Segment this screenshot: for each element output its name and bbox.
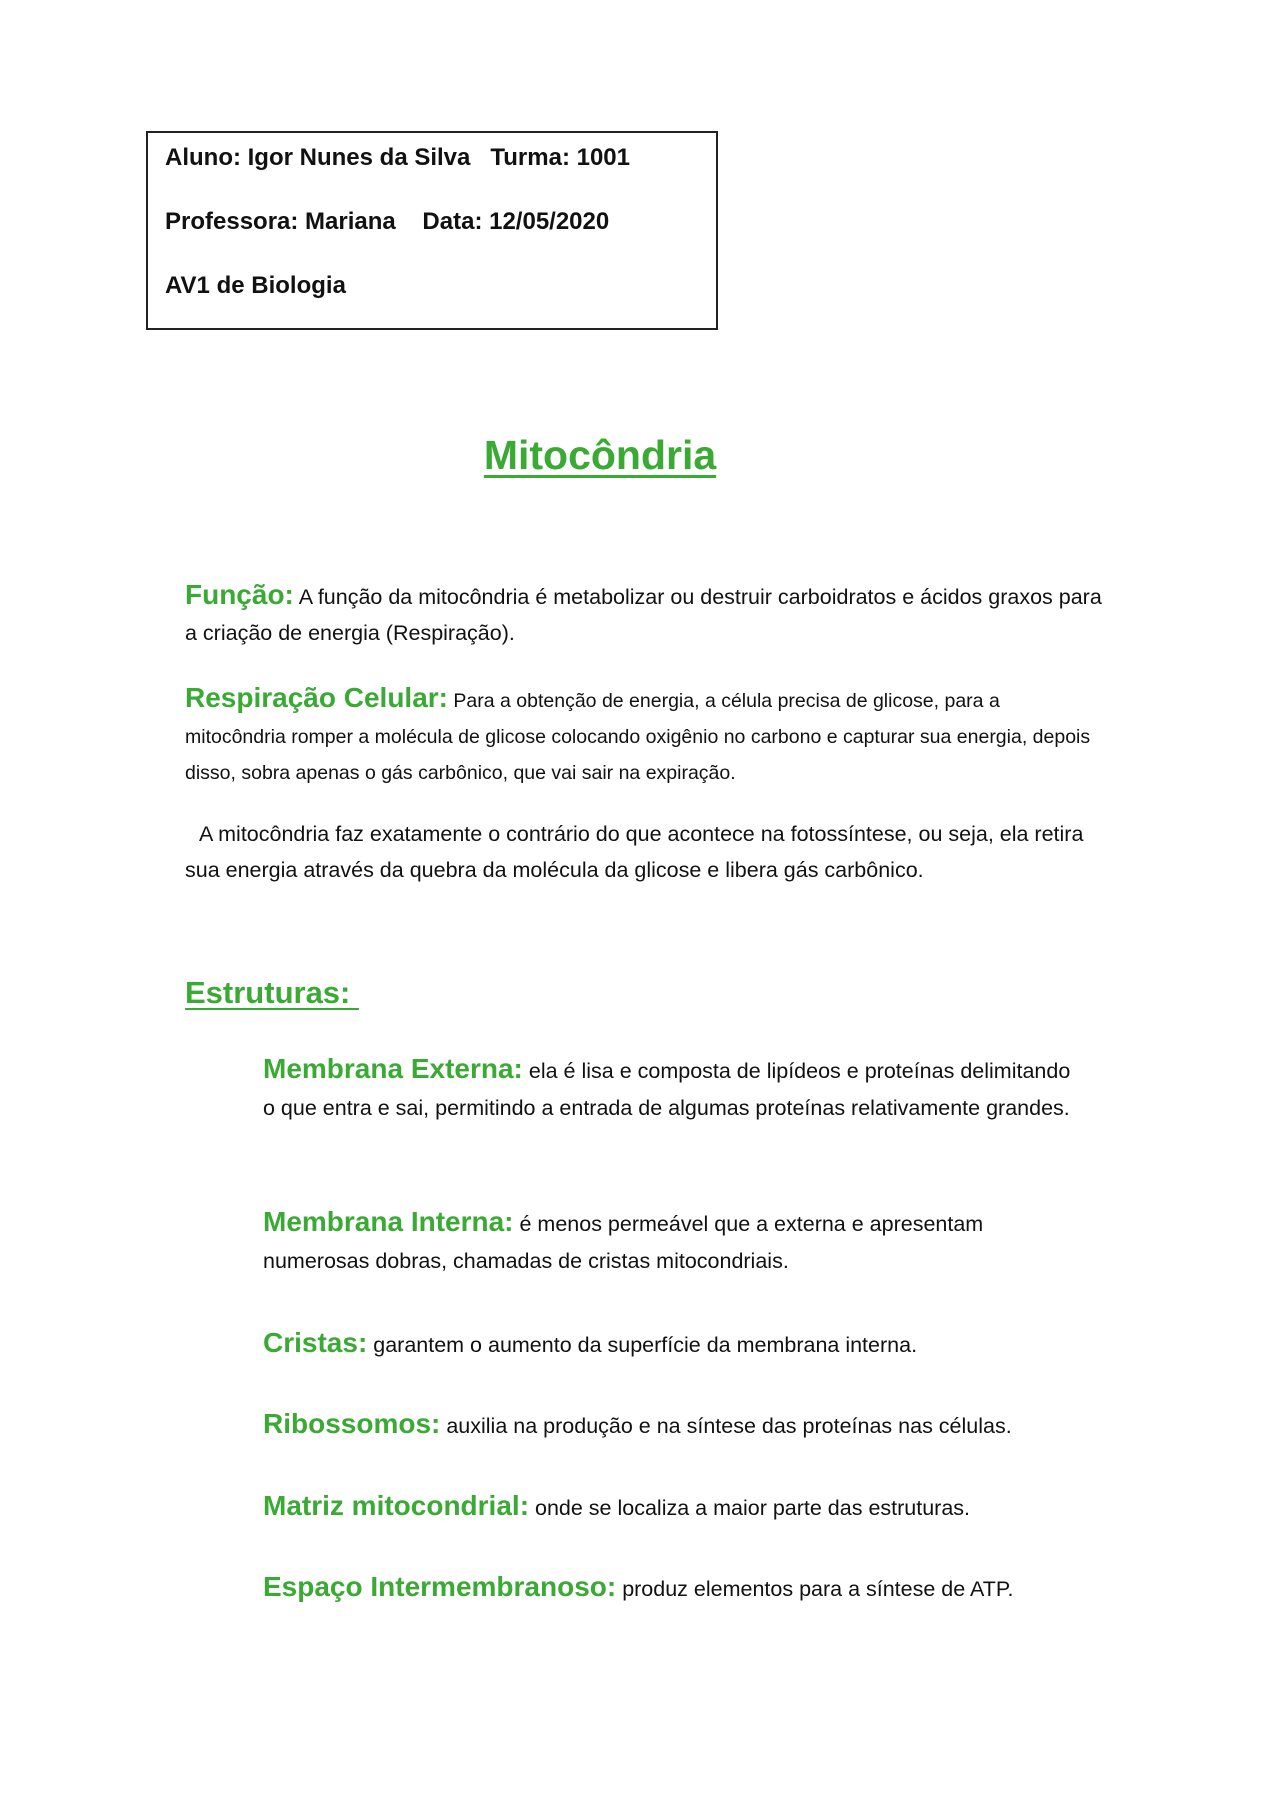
structure-name: Membrana Interna: [263, 1206, 514, 1237]
structure-text: auxilia na produção e na síntese das proteínas nas células. [446, 1414, 1012, 1438]
structure-item-espaco-intermembranoso [263, 1568, 1083, 1608]
document-title: Mitocôndria [483, 432, 717, 478]
structure-item-membrana-externa [263, 1050, 1083, 1127]
structure-item-cristas [263, 1324, 1083, 1364]
respiracao-paragraph [185, 680, 1105, 791]
structure-name: Ribossomos: [263, 1408, 441, 1439]
structure-text: é menos permeável que a externa e apresentam numerosas dobras, chamadas de cristas mitocondriais. [263, 1212, 984, 1273]
structure-item-ribossomos [263, 1405, 1083, 1445]
structure-name: Membrana Externa: [263, 1053, 523, 1084]
structure-text: garantem o aumento da superfície da membrana interna. [373, 1333, 918, 1357]
funcao-heading: Função: [185, 579, 294, 610]
teacher-date-line: Professora: Mariana Data: 12/05/2020 [165, 208, 610, 235]
respiracao-heading: Respiração Celular: [185, 682, 448, 713]
subject-line: AV1 de Biologia [165, 272, 346, 299]
header-box [146, 131, 718, 330]
student-class-line: Aluno: Igor Nunes da Silva Turma: 1001 [165, 144, 630, 171]
respiracao-text: Para a obtenção de energia, a célula precisa de glicose, para a mitocôndria romper a molécula de glicose colocando oxigênio no carbono e capturar sua energia, depois disso, sobra apenas o gás carbônico, que vai sair na expiração. [185, 690, 1091, 784]
structure-text: onde se localiza a maior parte das estruturas. [535, 1496, 971, 1520]
funcao-text: A função da mitocôndria é metabolizar ou destruir carboidratos e ácidos graxos para a criação de energia (Respiração). [185, 585, 1102, 645]
structure-item-matriz-mitocondrial [263, 1487, 1083, 1527]
structure-name: Matriz mitocondrial: [263, 1490, 530, 1521]
fotossintese-paragraph [185, 816, 1105, 888]
structure-text: produz elementos para a síntese de ATP. [622, 1577, 1014, 1601]
structure-name: Espaço Intermembranoso: [263, 1571, 617, 1602]
estruturas-heading: Estruturas: [185, 975, 359, 1010]
structure-item-membrana-interna [263, 1203, 1083, 1280]
fotossintese-text: A mitocôndria faz exatamente o contrário do que acontece na fotossíntese, ou seja, ela retira sua energia através da quebra da molécula da glicose e libera gás carbônico. [185, 822, 1084, 882]
structure-name: Cristas: [263, 1327, 368, 1358]
funcao-paragraph [185, 577, 1105, 651]
structure-text: ela é lisa e composta de lipídeos e proteínas delimitando o que entra e sai, permitindo a entrada de algumas proteínas relativamente grandes. [263, 1059, 1071, 1120]
